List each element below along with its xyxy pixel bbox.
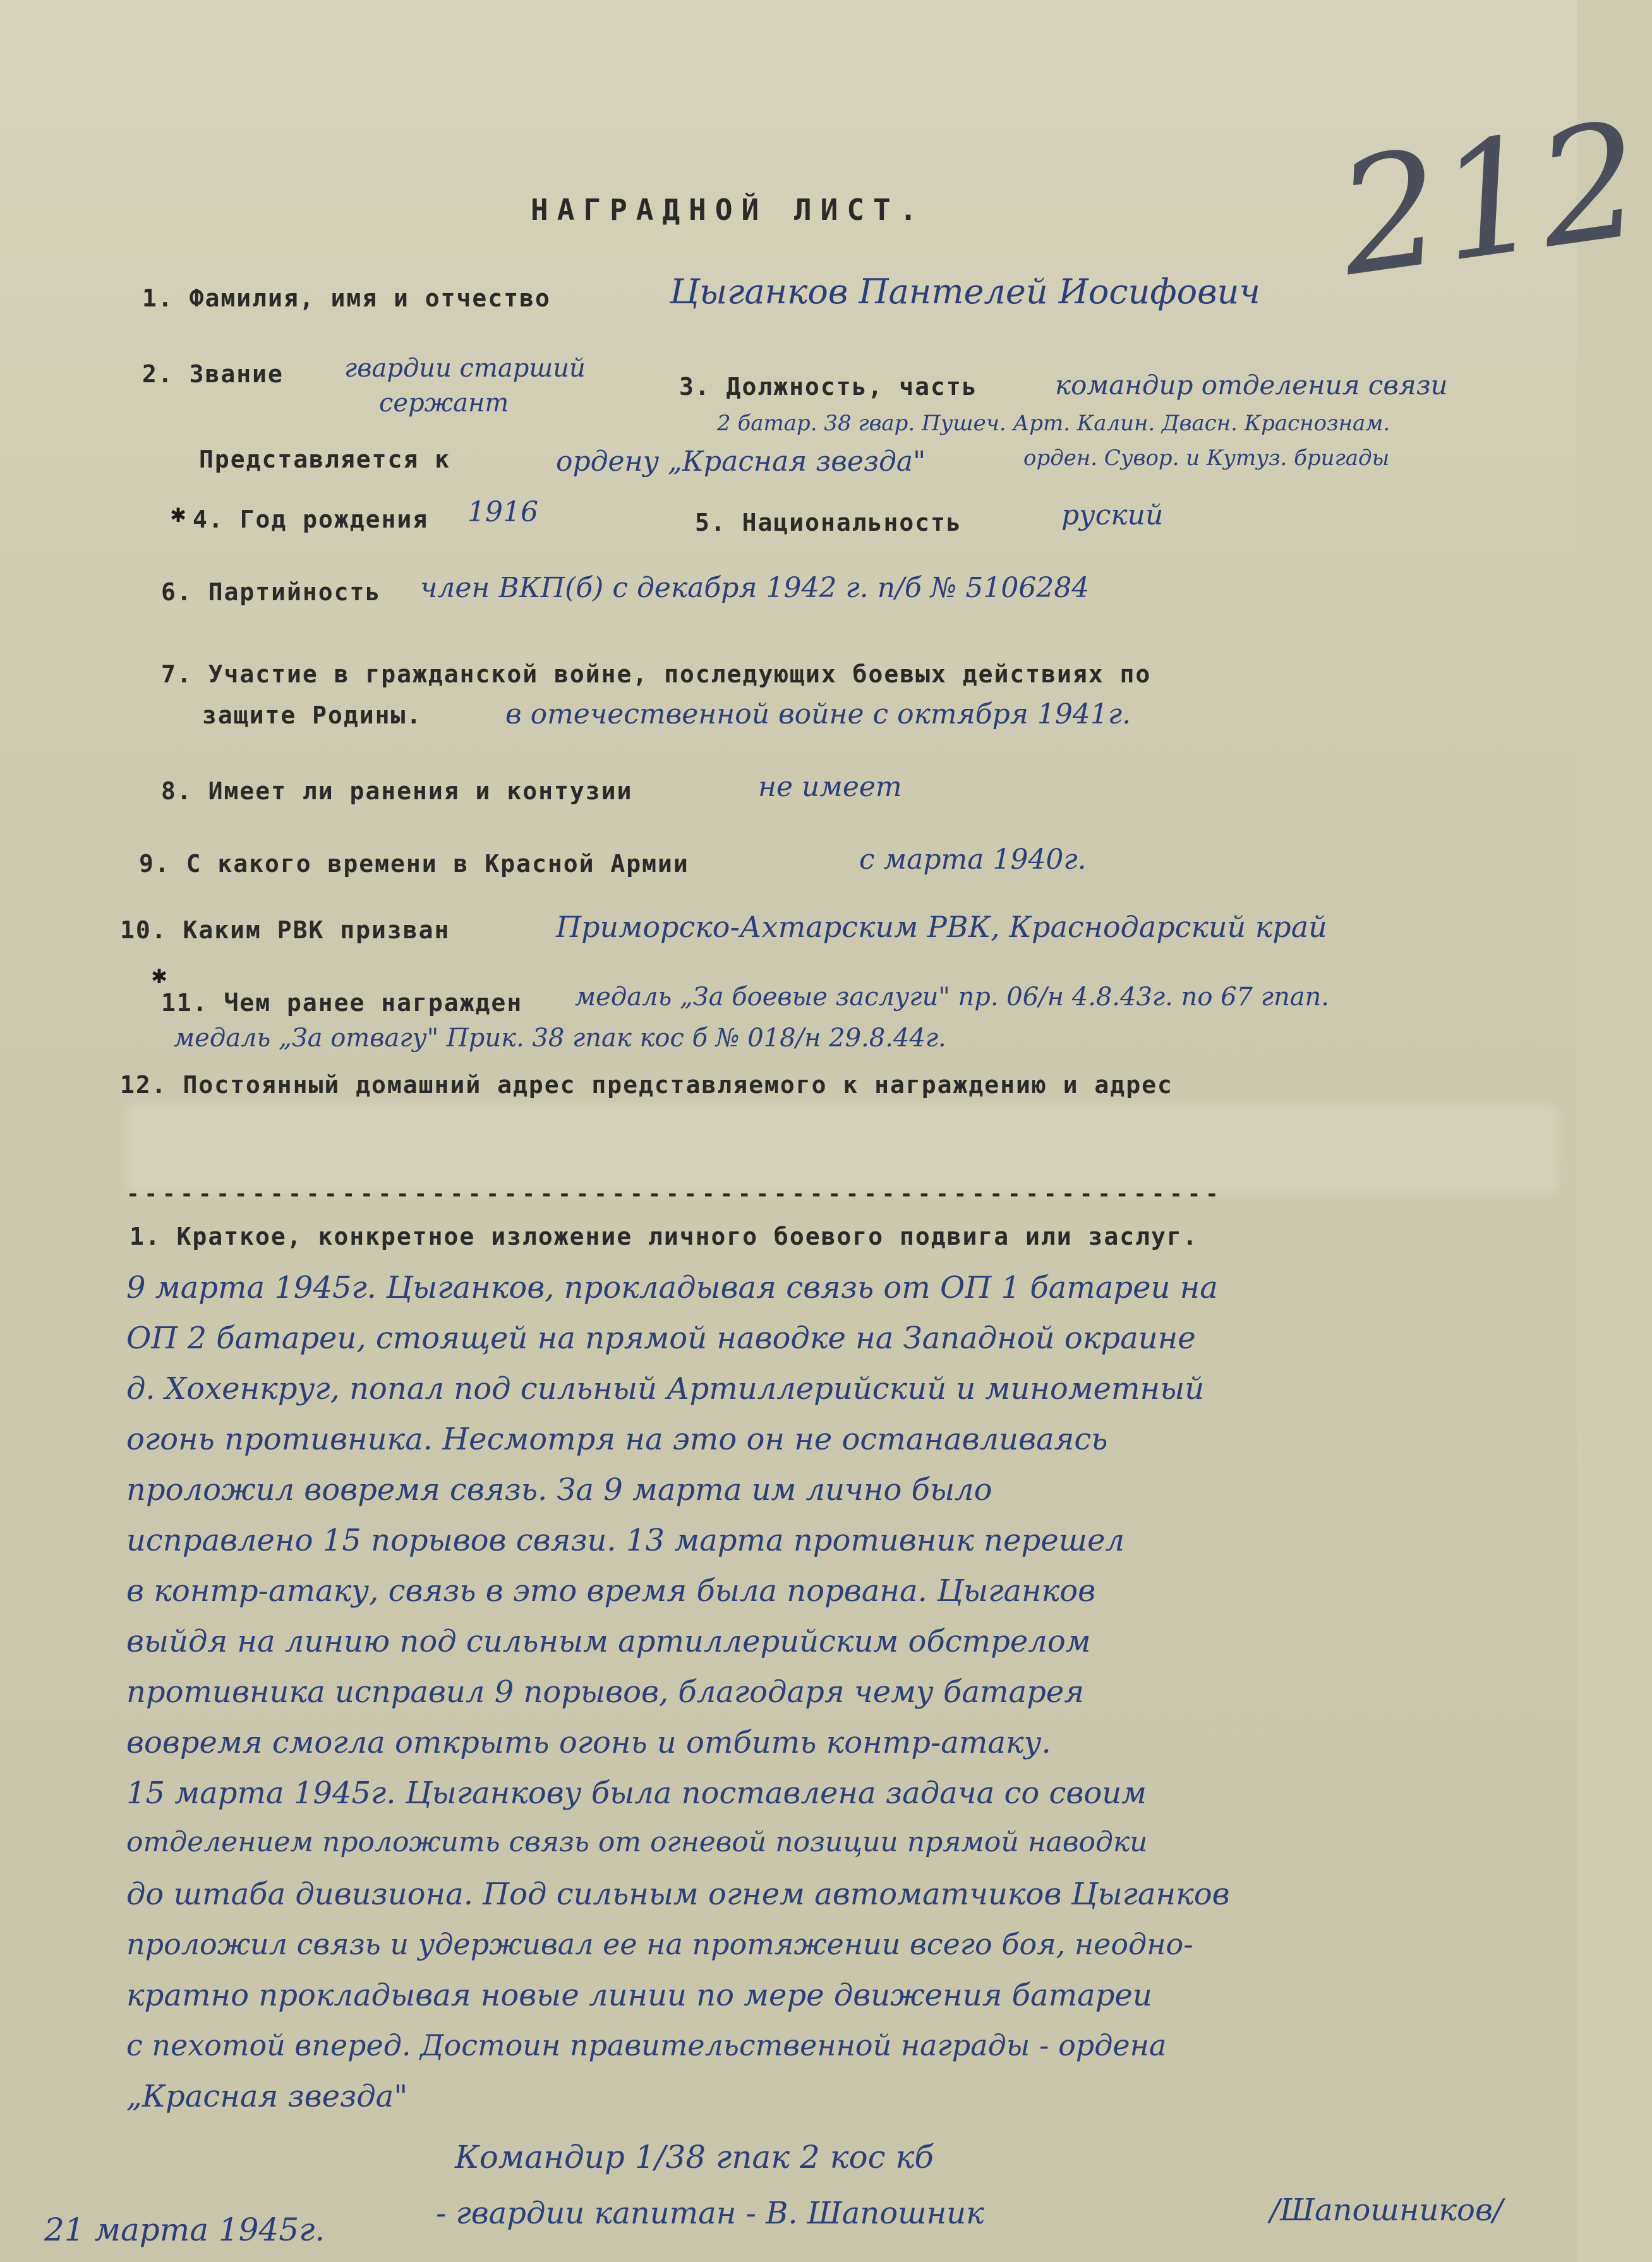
punch-mark-1: ✱ <box>171 499 186 528</box>
field-3-value-2: 2 батар. 38 гвар. Пушеч. Арт. Калин. Двасн. Краснознам. <box>717 411 1390 436</box>
field-10-label: 10. Каким РВК призван <box>120 916 450 944</box>
narrative-line: д. Хохенкруг, попал под сильный Артиллерийский и минометный <box>126 1371 1205 1406</box>
field-11-value-1: медаль „За боевые заслуги" пр. 06/н 4.8.43г. по 67 гпап. <box>575 983 1330 1012</box>
narrative-line: „Красная звезда" <box>126 2079 408 2114</box>
narrative-line: выйдя на линию под сильным артиллерийским обстрелом <box>126 1624 1091 1659</box>
narrative-line: противника исправил 9 порывов, благодаря чему батарея <box>126 1674 1084 1710</box>
signature-name: /Шапошников/ <box>1270 2192 1504 2228</box>
punch-mark-2: ✱ <box>152 960 167 989</box>
field-2-label: 2. Звание <box>142 360 284 388</box>
narrative-line: ОП 2 батареи, стоящей на прямой наводке на Западной окраине <box>126 1321 1196 1356</box>
field-3-label: 3. Должность, часть <box>679 373 978 401</box>
narrative-line: 9 марта 1945г. Цыганков, прокладывая связь от ОП 1 батареи на <box>126 1270 1218 1305</box>
field-6-value: член ВКП(б) с декабря 1942 г. п/б № 5106284 <box>420 572 1090 604</box>
field-7-label-2: защите Родины. <box>202 701 423 729</box>
narrative-line: огонь противника. Несмотря на это он не останавливаясь <box>126 1422 1108 1457</box>
field-9-label: 9. С какого времени в Красной Армии <box>139 850 689 878</box>
separator-line: ------------------------------------------------------------- <box>126 1182 1224 1207</box>
narrative-line: вовремя смогла открыть огонь и отбить контр-атаку. <box>126 1725 1051 1760</box>
signature-rank-line: - гвардии капитан - В. Шапошник <box>436 2196 984 2231</box>
narrative-line: с пехотой вперед. Достоин правительственной награды - ордена <box>126 2028 1167 2062</box>
field-11-label: 11. Чем ранее награжден <box>161 989 523 1017</box>
field-5-label: 5. Национальность <box>695 509 962 536</box>
field-10-value: Приморско-Ахтарским РВК, Краснодарский край <box>556 910 1327 944</box>
field-1-value: Цыганков Пантелей Иосифович <box>670 272 1260 311</box>
narrative-line: в контр-атаку, связь в это время была порвана. Цыганков <box>126 1573 1096 1609</box>
narrative-line: до штаба дивизиона. Под сильным огнем автоматчиков Цыганков <box>126 1877 1230 1912</box>
field-4-value: 1916 <box>467 496 538 528</box>
archive-number: 212 <box>1328 87 1652 311</box>
narrative-line: исправлено 15 порывов связи. 13 марта противник перешел <box>126 1523 1125 1558</box>
section-heading: 1. Краткое, конкретное изложение личного боевого подвига или заслуг. <box>130 1223 1198 1250</box>
field-1-label: 1. Фамилия, имя и отчество <box>142 284 551 312</box>
narrative-line: проложил вовремя связь. За 9 марта им лично было <box>126 1472 992 1508</box>
field-7-value: в отечественной войне с октября 1941г. <box>505 698 1131 730</box>
field-3-value-1: командир отделения связи <box>1055 370 1448 401</box>
signature-commander-line: Командир 1/38 гпак 2 кос кб <box>455 2139 934 2175</box>
field-12-label: 12. Постоянный домашний адрес представляемого к награждению и адрес <box>120 1071 1173 1099</box>
field-8-value: не имеет <box>758 771 902 803</box>
field-8-label: 8. Имеет ли ранения и контузии <box>161 777 633 805</box>
field-7-label-1: 7. Участие в гражданской войне, последующих боевых действиях по <box>161 660 1152 688</box>
field-4-label: 4. Год рождения <box>193 505 429 533</box>
presented-label: Представляется к <box>199 445 451 473</box>
field-11-value-2: медаль „За отвагу" Прик. 38 гпак кос б № 018/н 29.8.44г. <box>174 1024 946 1053</box>
field-3-value-3: орден. Сувор. и Кутуз. бригады <box>1023 445 1390 471</box>
presented-value: ордену „Красная звезда" <box>556 445 926 478</box>
narrative-line: 15 марта 1945г. Цыганкову была поставлена задача со своим <box>126 1775 1147 1811</box>
field-2-value-1: гвардии старший <box>344 354 586 383</box>
signature-date: 21 марта 1945г. <box>44 2211 325 2248</box>
field-5-value: руский <box>1061 499 1164 531</box>
redacted-address-area <box>126 1106 1557 1194</box>
narrative-line: кратно прокладывая новые линии по мере движения батареи <box>126 1978 1152 2013</box>
document-title: НАГРАДНОЙ ЛИСТ. <box>531 193 926 227</box>
field-6-label: 6. Партийность <box>161 578 382 606</box>
narrative-line: проложил связь и удерживал ее на протяжении всего боя, неодно- <box>126 1927 1193 1961</box>
field-2-value-2: сержант <box>379 389 509 418</box>
field-9-value: с марта 1940г. <box>859 844 1087 876</box>
narrative-line: отделением проложить связь от огневой позиции прямой наводки <box>126 1826 1148 1858</box>
